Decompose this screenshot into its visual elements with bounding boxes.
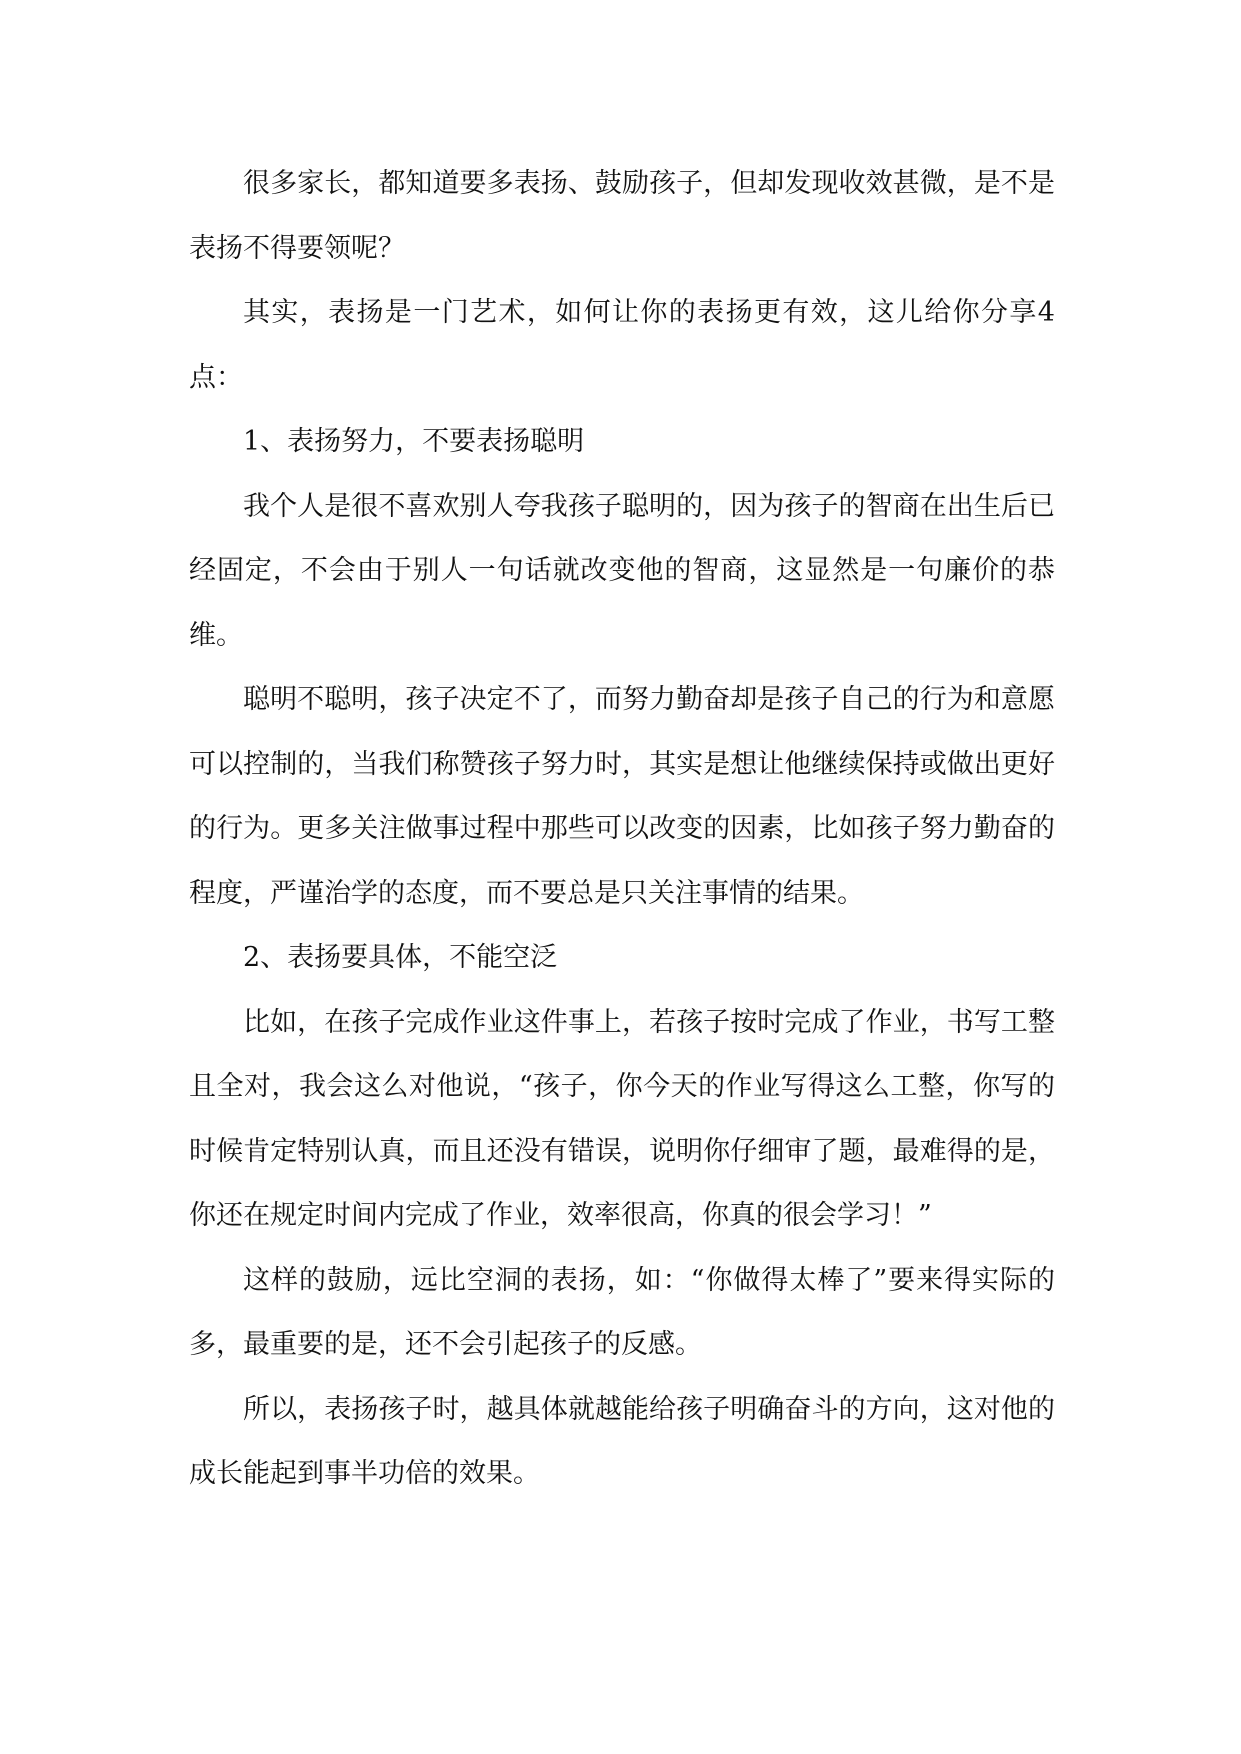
paragraph-2-c: 所以，表扬孩子时，越具体就越能给孩子明确奋斗的方向，这对他的成长能起到事半功倍的效果。	[189, 1393, 1055, 1489]
paragraph-1-a: 我个人是很不喜欢别人夸我孩子聪明的，因为孩子的智商在出生后已经固定，不会由于别人一句话就改变他的智商，这显然是一句廉价的恭维。	[189, 490, 1055, 651]
paragraph-2-b: 这样的鼓励，远比空洞的表扬，如：“你做得太棒了”要来得实际的多，最重要的是，还不会引起孩子的反感。	[189, 1264, 1055, 1360]
paragraph-overview: 其实，表扬是一门艺术，如何让你的表扬更有效，这儿给你分享4点：	[189, 297, 1055, 393]
paragraph-2-a: 比如，在孩子完成作业这件事上，若孩子按时完成了作业，书写工整且全对，我会这么对他说，“孩子，你今天的作业写得这么工整，你写的时候肯定特别认真，而且还没有错误，说明你仔细审了题，最难得的是，你还在规定时间内完成了作业，效率很高，你真的很会学习！”	[189, 1006, 1055, 1231]
section-heading-1: 1、表扬努力，不要表扬聪明	[243, 426, 585, 457]
document-body	[189, 152, 1055, 1507]
paragraph-1-b: 聪明不聪明，孩子决定不了，而努力勤奋却是孩子自己的行为和意愿可以控制的，当我们称赞孩子努力时，其实是想让他继续保持或做出更好的行为。更多关注做事过程中那些可以改变的因素，比如孩子努力勤奋的程度，严谨治学的态度，而不要总是只关注事情的结果。	[189, 684, 1055, 909]
section-heading-2: 2、表扬要具体，不能空泛	[243, 942, 558, 973]
paragraph-intro: 很多家长，都知道要多表扬、鼓励孩子，但却发现收效甚微，是不是表扬不得要领呢？	[189, 168, 1055, 264]
